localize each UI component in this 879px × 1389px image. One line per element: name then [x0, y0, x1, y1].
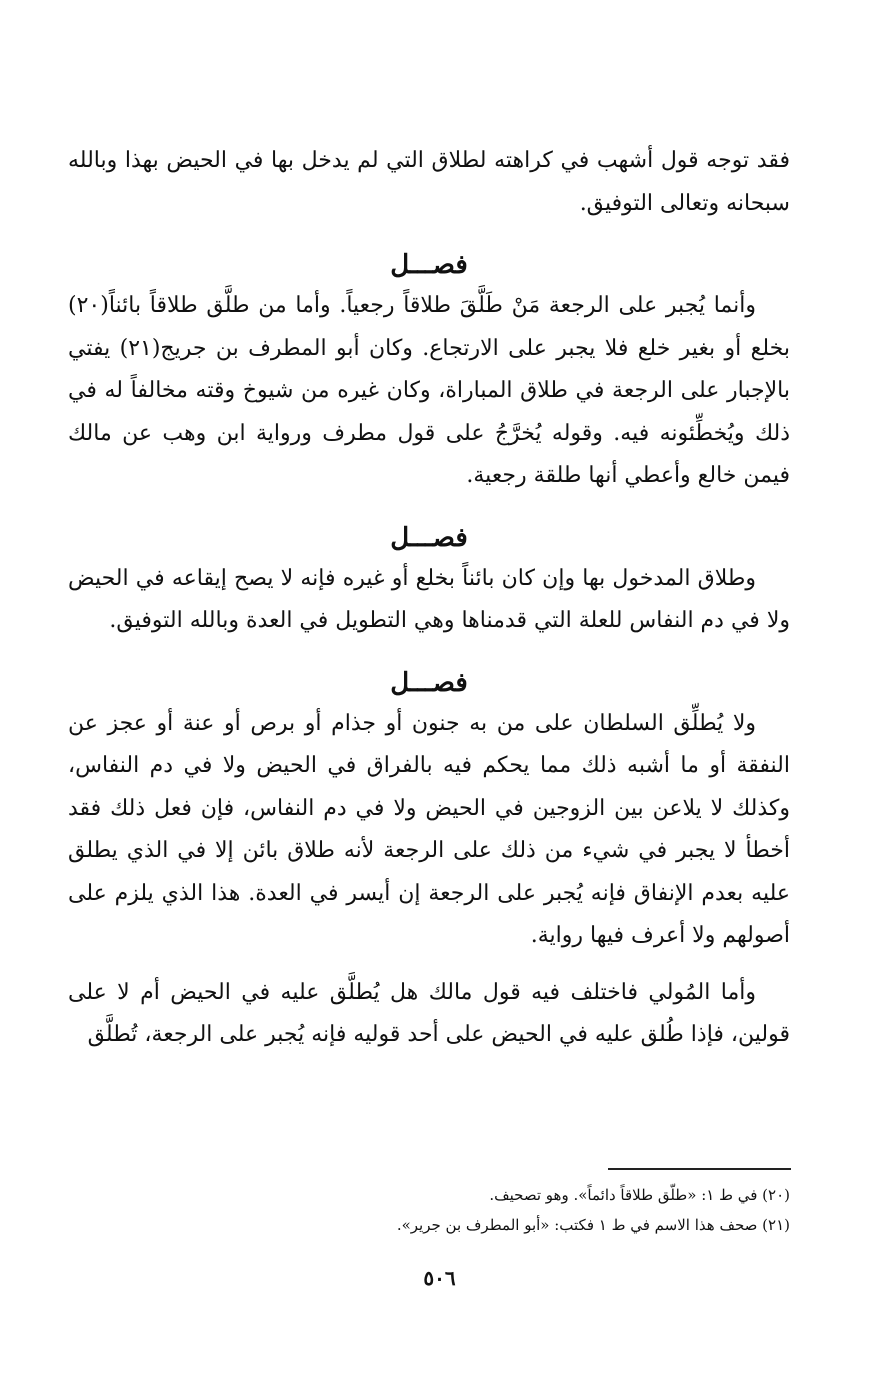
- footnote-21: (٢١) صحف هذا الاسم في ط ١ فكتب: «أبو المطرف بن جرير».: [396, 1216, 790, 1234]
- page-number: ٥٠٦: [423, 1266, 456, 1290]
- paragraph-raj-a: وأنما يُجبر على الرجعة مَنْ طَلَّقَ طلاقاً رجعياً. وأما من طلَّق طلاقاً بائناً(٢٠) بخلع أو بغير خلع فلا يجبر على الارتجاع. وكان أبو المطرف بن جريج(٢١) يفتي بالإجبار على الرجعة في طلاق المباراة، وكان غيره من شيوخ وقته مخالفاً له في ذلك ويُخطِّئونه فيه. وقوله يُخرَّجُ على قول مطرف ورواية ابن وهب عن مالك فيمن خالع وأعطي أنها طلقة رجعية.: [68, 293, 790, 488]
- page-body: [68, 140, 790, 1057]
- spacer: [68, 225, 790, 245]
- section-heading-2: فصـــل: [390, 522, 468, 553]
- footnotes: [68, 1180, 790, 1240]
- paragraph-sultan: ولا يُطلِّق السلطان على من به جنون أو جذام أو برص أو عنة أو عجز عن النفقة أو ما أشبه ذلك مما يحكم فيه بالفراق في الحيض ولا في دم النفاس، وكذلك لا يلاعن بين الزوجين في الحيض ولا في دم النفاس، فإن فعل ذلك فقد أخطأ لا يجبر في شيء من ذلك على الرجعة لأنه طلاق بائن إلا في الذي يطلق عليه بعدم الإنفاق فإنه يُجبر على الرجعة إن أيسر في العدة. هذا الذي يلزم على أصولهم ولا أعرف فيها رواية.: [68, 710, 790, 948]
- paragraph-mula: وأما المُولي فاختلف فيه قول مالك هل يُطلَّق عليه في الحيض أم لا على قولين، فإذا طُلق عليه في الحيض على أحد قوليه فإنه يُجبر على الرجعة، تُطلَّق: [68, 979, 790, 1047]
- section-heading-1: فصـــل: [390, 250, 468, 280]
- footnote-20: (٢٠) في ط ١: «طلّق طلاقاً دائماً». وهو تصحيف.: [489, 1186, 790, 1204]
- spacer: [68, 958, 790, 972]
- spacer: [68, 643, 790, 663]
- section-heading-3: فصـــل: [390, 667, 468, 698]
- paragraph-madkhul: وطلاق المدخول بها وإن كان بائناً بخلع أو غيره فإنه لا يصح إيقاعه في الحيض ولا في دم النفاس للعلة التي قدمناها وهي التطويل في العدة وبالله التوفيق.: [68, 565, 790, 633]
- paragraph-intro: فقد توجه قول أشهب في كراهته لطلاق التي لم يدخل بها في الحيض بهذا وبالله سبحانه وتعالى التوفيق.: [68, 148, 790, 216]
- footnote-divider: [608, 1168, 791, 1170]
- spacer: [68, 498, 790, 518]
